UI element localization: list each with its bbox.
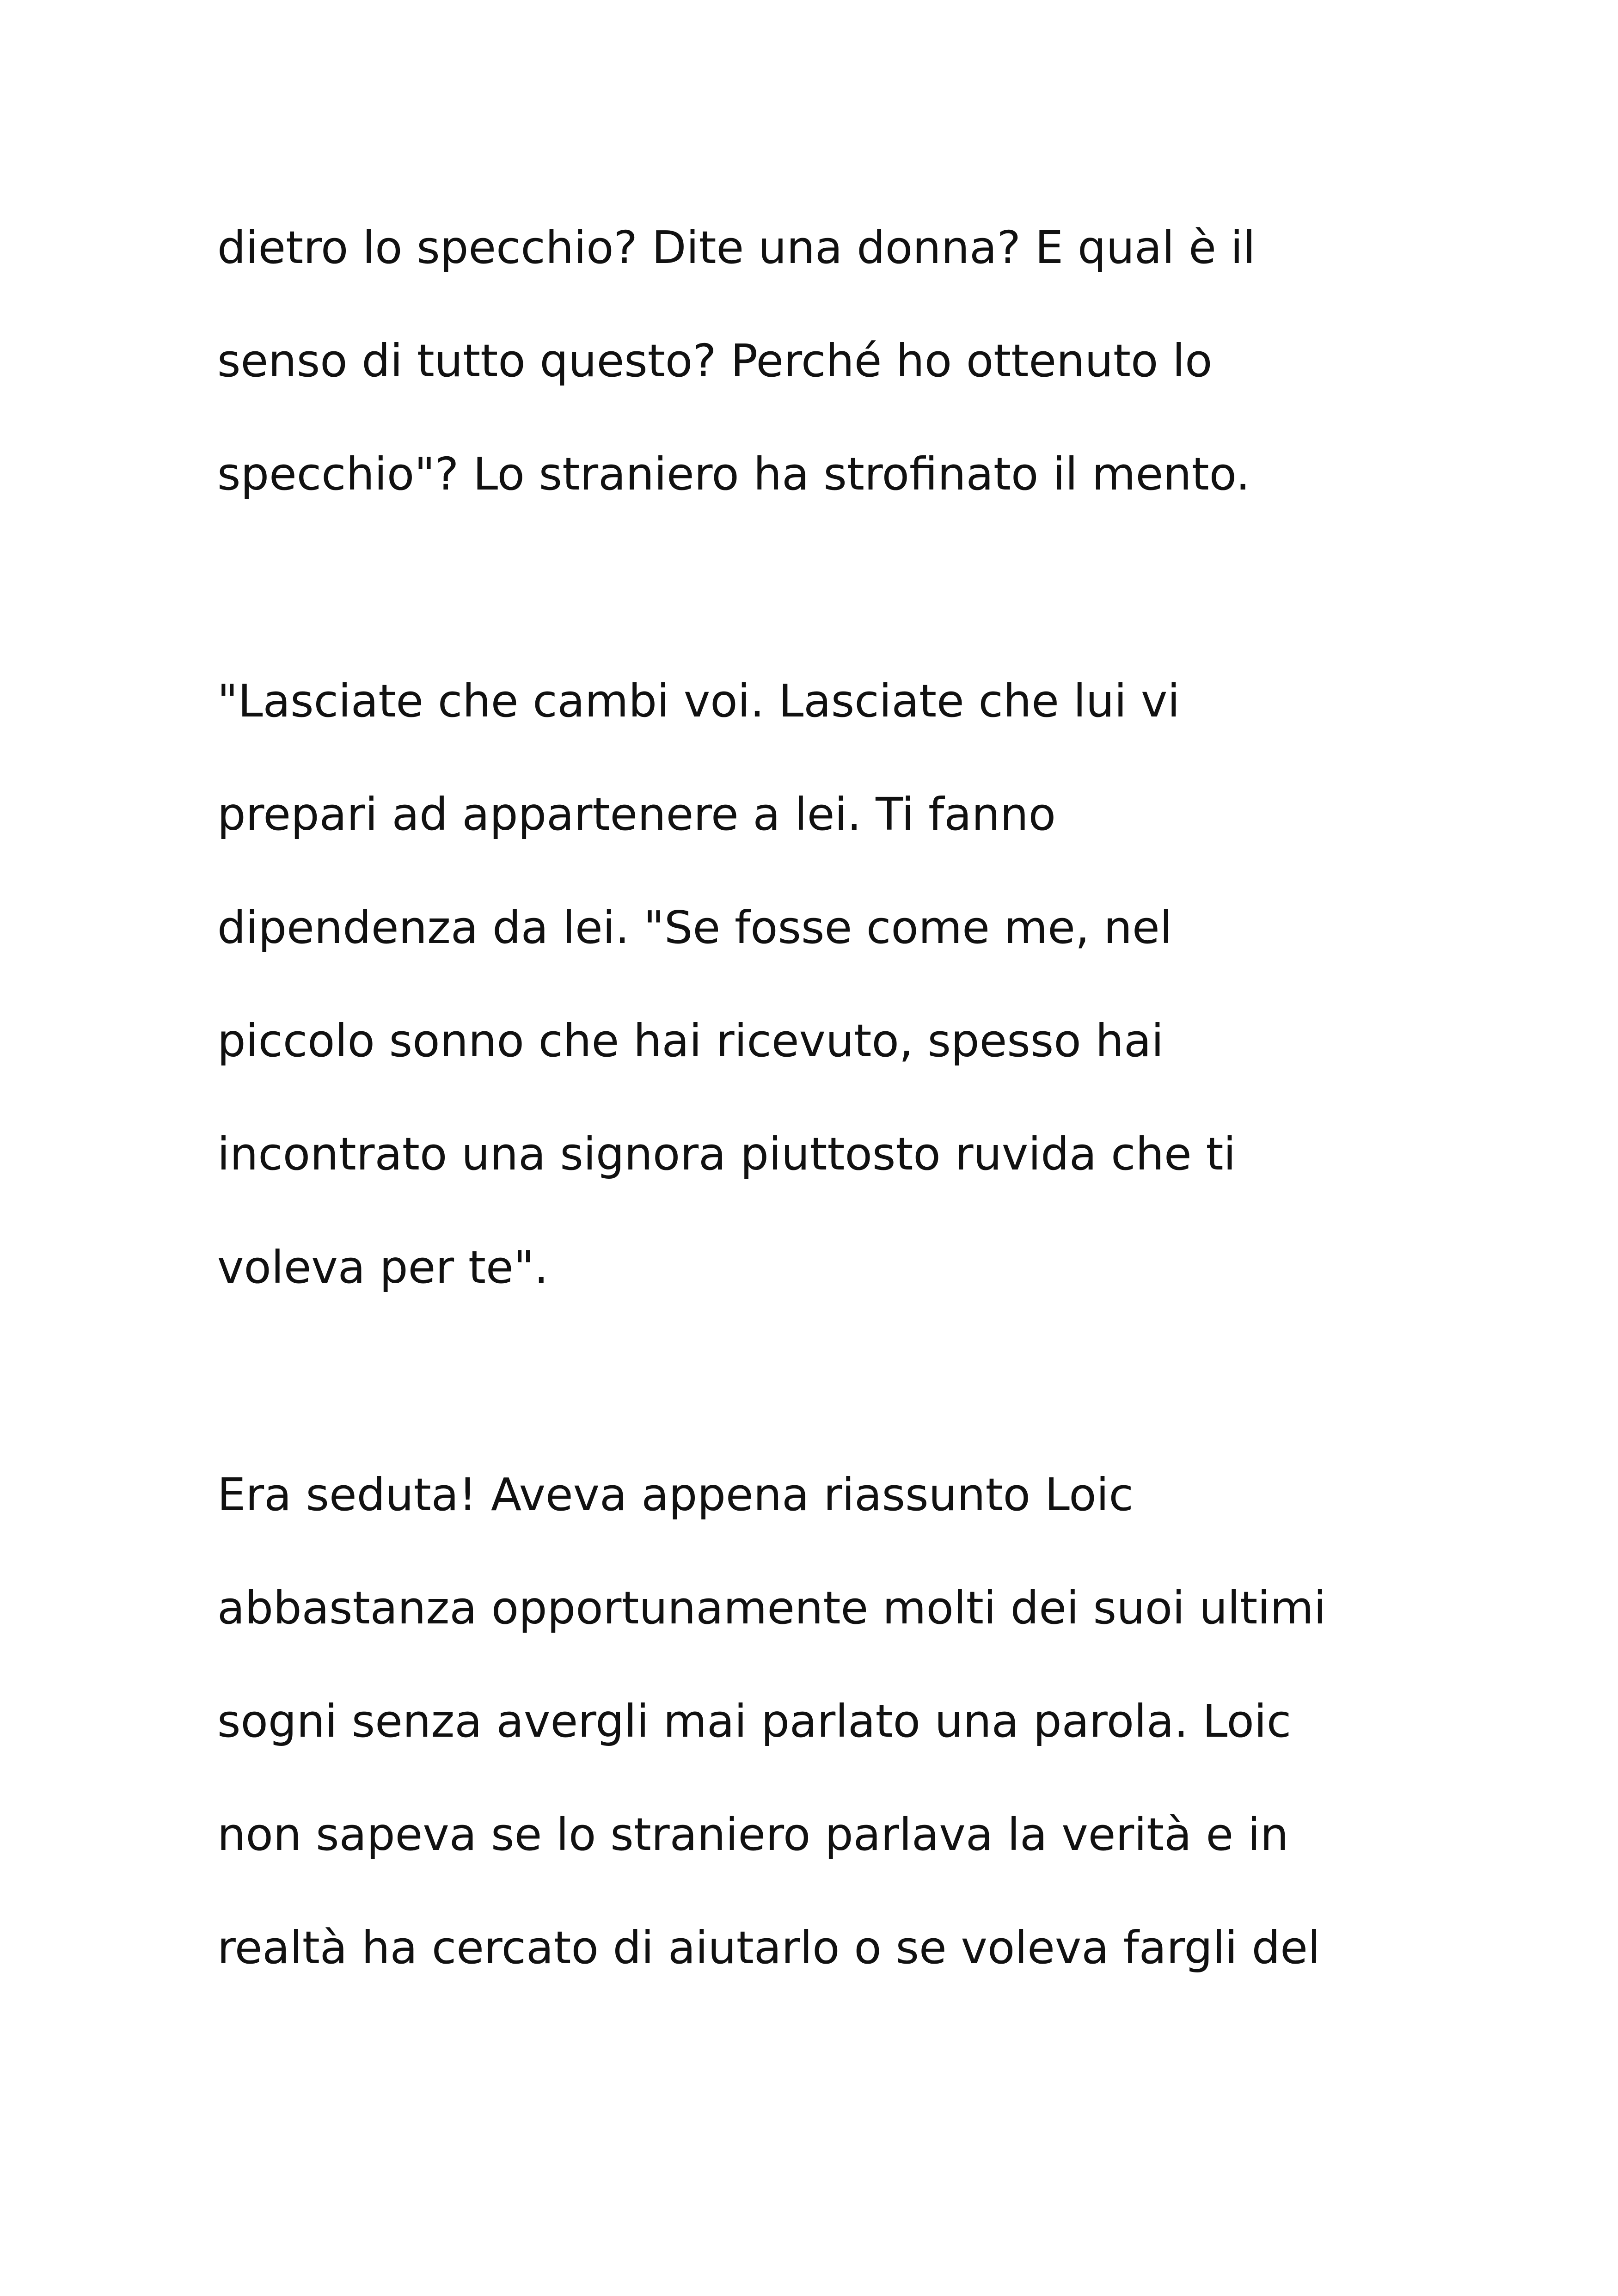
text-line: non sapeva se lo straniero parlava la verità e in: [217, 1808, 1289, 1861]
text-line: realtà ha cercato di aiutarlo o se voleva fargli del: [217, 1922, 1320, 1974]
text-line: senso di tutto questo? Perché ho ottenuto lo: [217, 335, 1213, 387]
text-line: piccolo sonno che hai ricevuto, spesso hai: [217, 1015, 1164, 1067]
text-line: specchio"? Lo straniero ha strofinato il mento.: [217, 448, 1250, 500]
text-line: dietro lo specchio? Dite una donna? E qual è il: [217, 221, 1256, 274]
text-line: voleva per te".: [217, 1241, 549, 1293]
text-line: incontrato una signora piuttosto ruvida che ti: [217, 1128, 1236, 1180]
text-line: Era seduta! Aveva appena riassunto Loic: [217, 1469, 1134, 1521]
text-line: prepari ad appartenere a lei. Ti fanno: [217, 788, 1056, 840]
text-line: sogni senza avergli mai parlato una parola. Loic: [217, 1695, 1292, 1747]
text-line: dipendenza da lei. "Se fosse come me, nel: [217, 901, 1172, 954]
text-line: abbastanza opportunamente molti dei suoi ultimi: [217, 1582, 1326, 1634]
text-line: "Lasciate che cambi voi. Lasciate che lui vi: [217, 675, 1180, 727]
